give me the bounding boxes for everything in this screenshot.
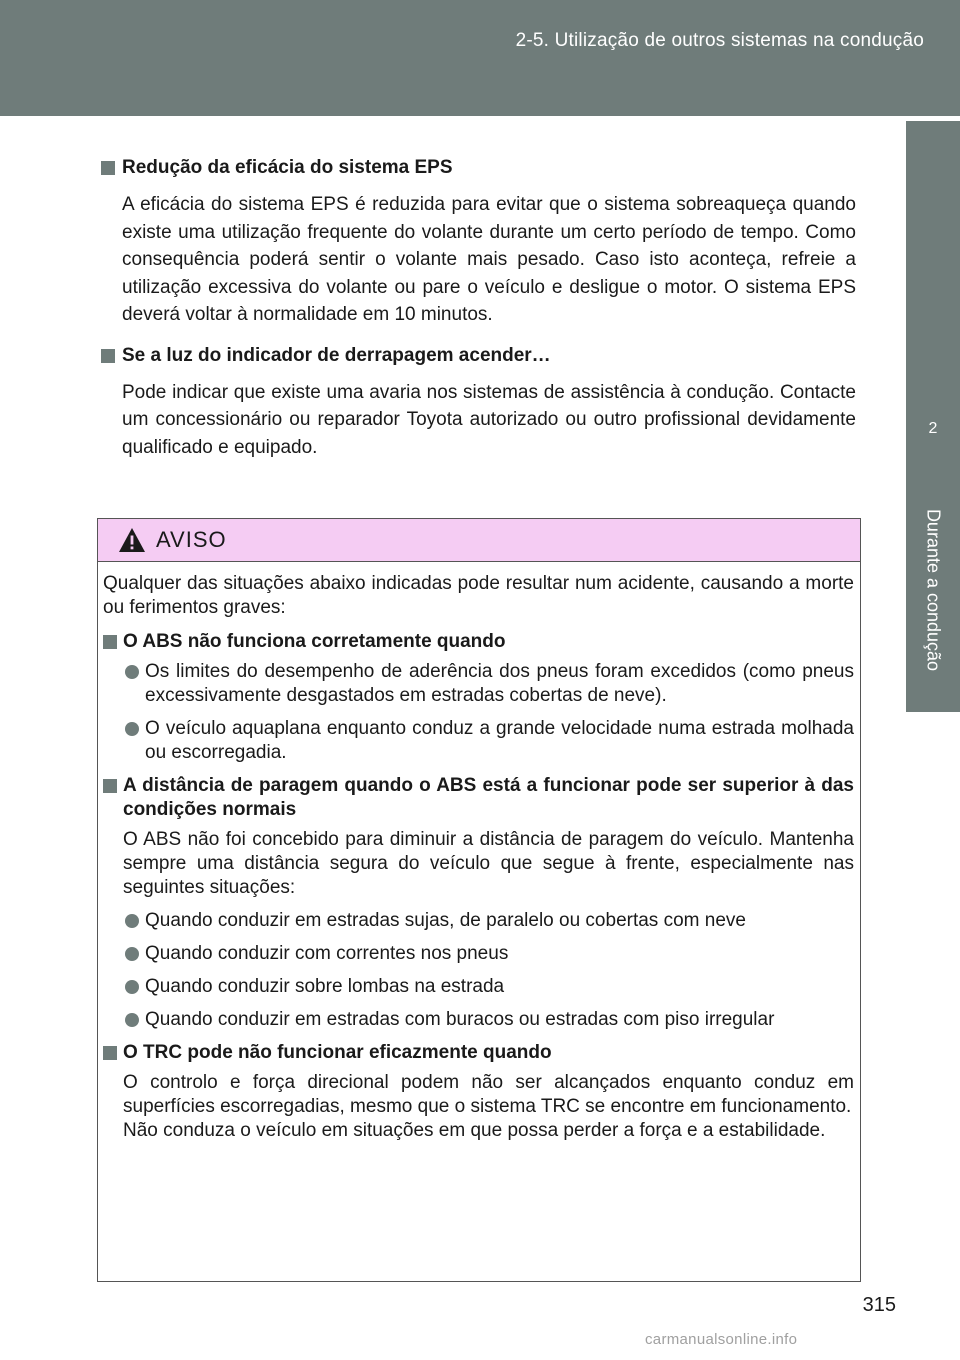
circle-bullet-icon: [125, 1013, 139, 1027]
section-body: Pode indicar que existe uma avaria nos sistemas de assistência à condução. Contacte um concessionário ou reparador Toyota autorizado ou outro profissional devidamente qualificado e equipado.: [122, 381, 856, 458]
warning-triangle-icon: [118, 527, 146, 553]
circle-bullet-icon: [125, 947, 139, 961]
warning-bullet-text: Quando conduzir em estradas com buracos ou estradas com piso irregular: [145, 1009, 775, 1030]
warning-box: [97, 518, 861, 1282]
circle-bullet-icon: [125, 914, 139, 928]
warning-bullet: [103, 660, 854, 708]
square-bullet-icon: [101, 161, 115, 175]
tab-divider: [906, 116, 960, 121]
section-title: 2-5. Utilização de outros sistemas na condução: [515, 30, 924, 51]
warning-item-text: Não conduza o veículo em situações em que possa perder a força e a estabilidade.: [123, 1120, 826, 1141]
warning-bullet-text: Quando conduzir em estradas sujas, de paralelo ou cobertas com neve: [145, 910, 746, 931]
section-body: A eficácia do sistema EPS é reduzida para evitar que o sistema sobreaqueça quando existe uma utilização frequente do volante durante um certo período de tempo. Como consequência poderá sentir o volante mais pesado. Caso isto aconteça, refreie a utilização excessiva do volante ou pare o veículo e desligue o motor. O sistema EPS deverá voltar à normalidade em 10 minutos.: [122, 194, 856, 325]
warning-bullet-text: O veículo aquaplana enquanto conduz a grande velocidade numa estrada molhada ou escorregadia.: [145, 718, 854, 763]
warning-item-heading-text: A distância de paragem quando o ABS está a funcionar pode ser superior à das condições normais: [123, 775, 854, 820]
warning-bullet: [103, 1008, 854, 1032]
warning-bullet: [103, 717, 854, 765]
chapter-name: Durante a condução: [923, 508, 944, 672]
page-number: 315: [862, 1294, 896, 1316]
section-heading: [100, 155, 856, 181]
warning-bullet-text: Quando conduzir sobre lombas na estrada: [145, 976, 505, 997]
main-content: [100, 155, 856, 475]
square-bullet-icon: [103, 1046, 117, 1060]
warning-body: [98, 562, 860, 1143]
warning-item-heading-text: O ABS não funciona corretamente quando: [123, 631, 506, 652]
warning-bullet: [103, 975, 854, 999]
section-heading: [100, 343, 856, 369]
warning-item-heading: [103, 630, 854, 654]
circle-bullet-icon: [125, 665, 139, 679]
warning-bullet: [103, 909, 854, 933]
section-heading-text: Redução da eficácia do sistema EPS: [122, 157, 453, 178]
warning-bullet-text: Os limites do desempenho de aderência dos pneus foram excedidos (como pneus excessivamente desgastados em estradas cobertas de neve).: [145, 661, 854, 706]
warning-item-heading-text: O TRC pode não funcionar eficazmente quando: [123, 1042, 552, 1063]
circle-bullet-icon: [125, 980, 139, 994]
warning-item-heading: [103, 1041, 854, 1065]
warning-bullet: [103, 942, 854, 966]
warning-item-text: O controlo e força direcional podem não ser alcançados enquanto conduz em superfícies escorregadias, mesmo que o sistema TRC se encontre em funcionamento.: [123, 1072, 854, 1117]
square-bullet-icon: [103, 635, 117, 649]
square-bullet-icon: [101, 349, 115, 363]
square-bullet-icon: [103, 779, 117, 793]
footer-watermark: carmanualsonline.info: [645, 1331, 798, 1348]
warning-item-heading: [103, 774, 854, 822]
section-heading-text: Se a luz do indicador de derrapagem acender…: [122, 344, 551, 366]
warning-item-text: O ABS não foi concebido para diminuir a distância de paragem do veículo. Mantenha sempre uma distância segura do veículo que segue à frente, especialmente nas seguintes situações:: [123, 829, 854, 898]
warning-header: [98, 519, 860, 562]
warning-intro: Qualquer das situações abaixo indicadas pode resultar num acidente, causando a morte ou ferimentos graves:: [103, 573, 854, 618]
warning-bullet-text: Quando conduzir com correntes nos pneus: [145, 943, 509, 964]
page-header: [0, 0, 960, 116]
circle-bullet-icon: [125, 722, 139, 736]
chapter-number: 2: [928, 420, 938, 437]
warning-title: AVISO: [156, 527, 227, 552]
